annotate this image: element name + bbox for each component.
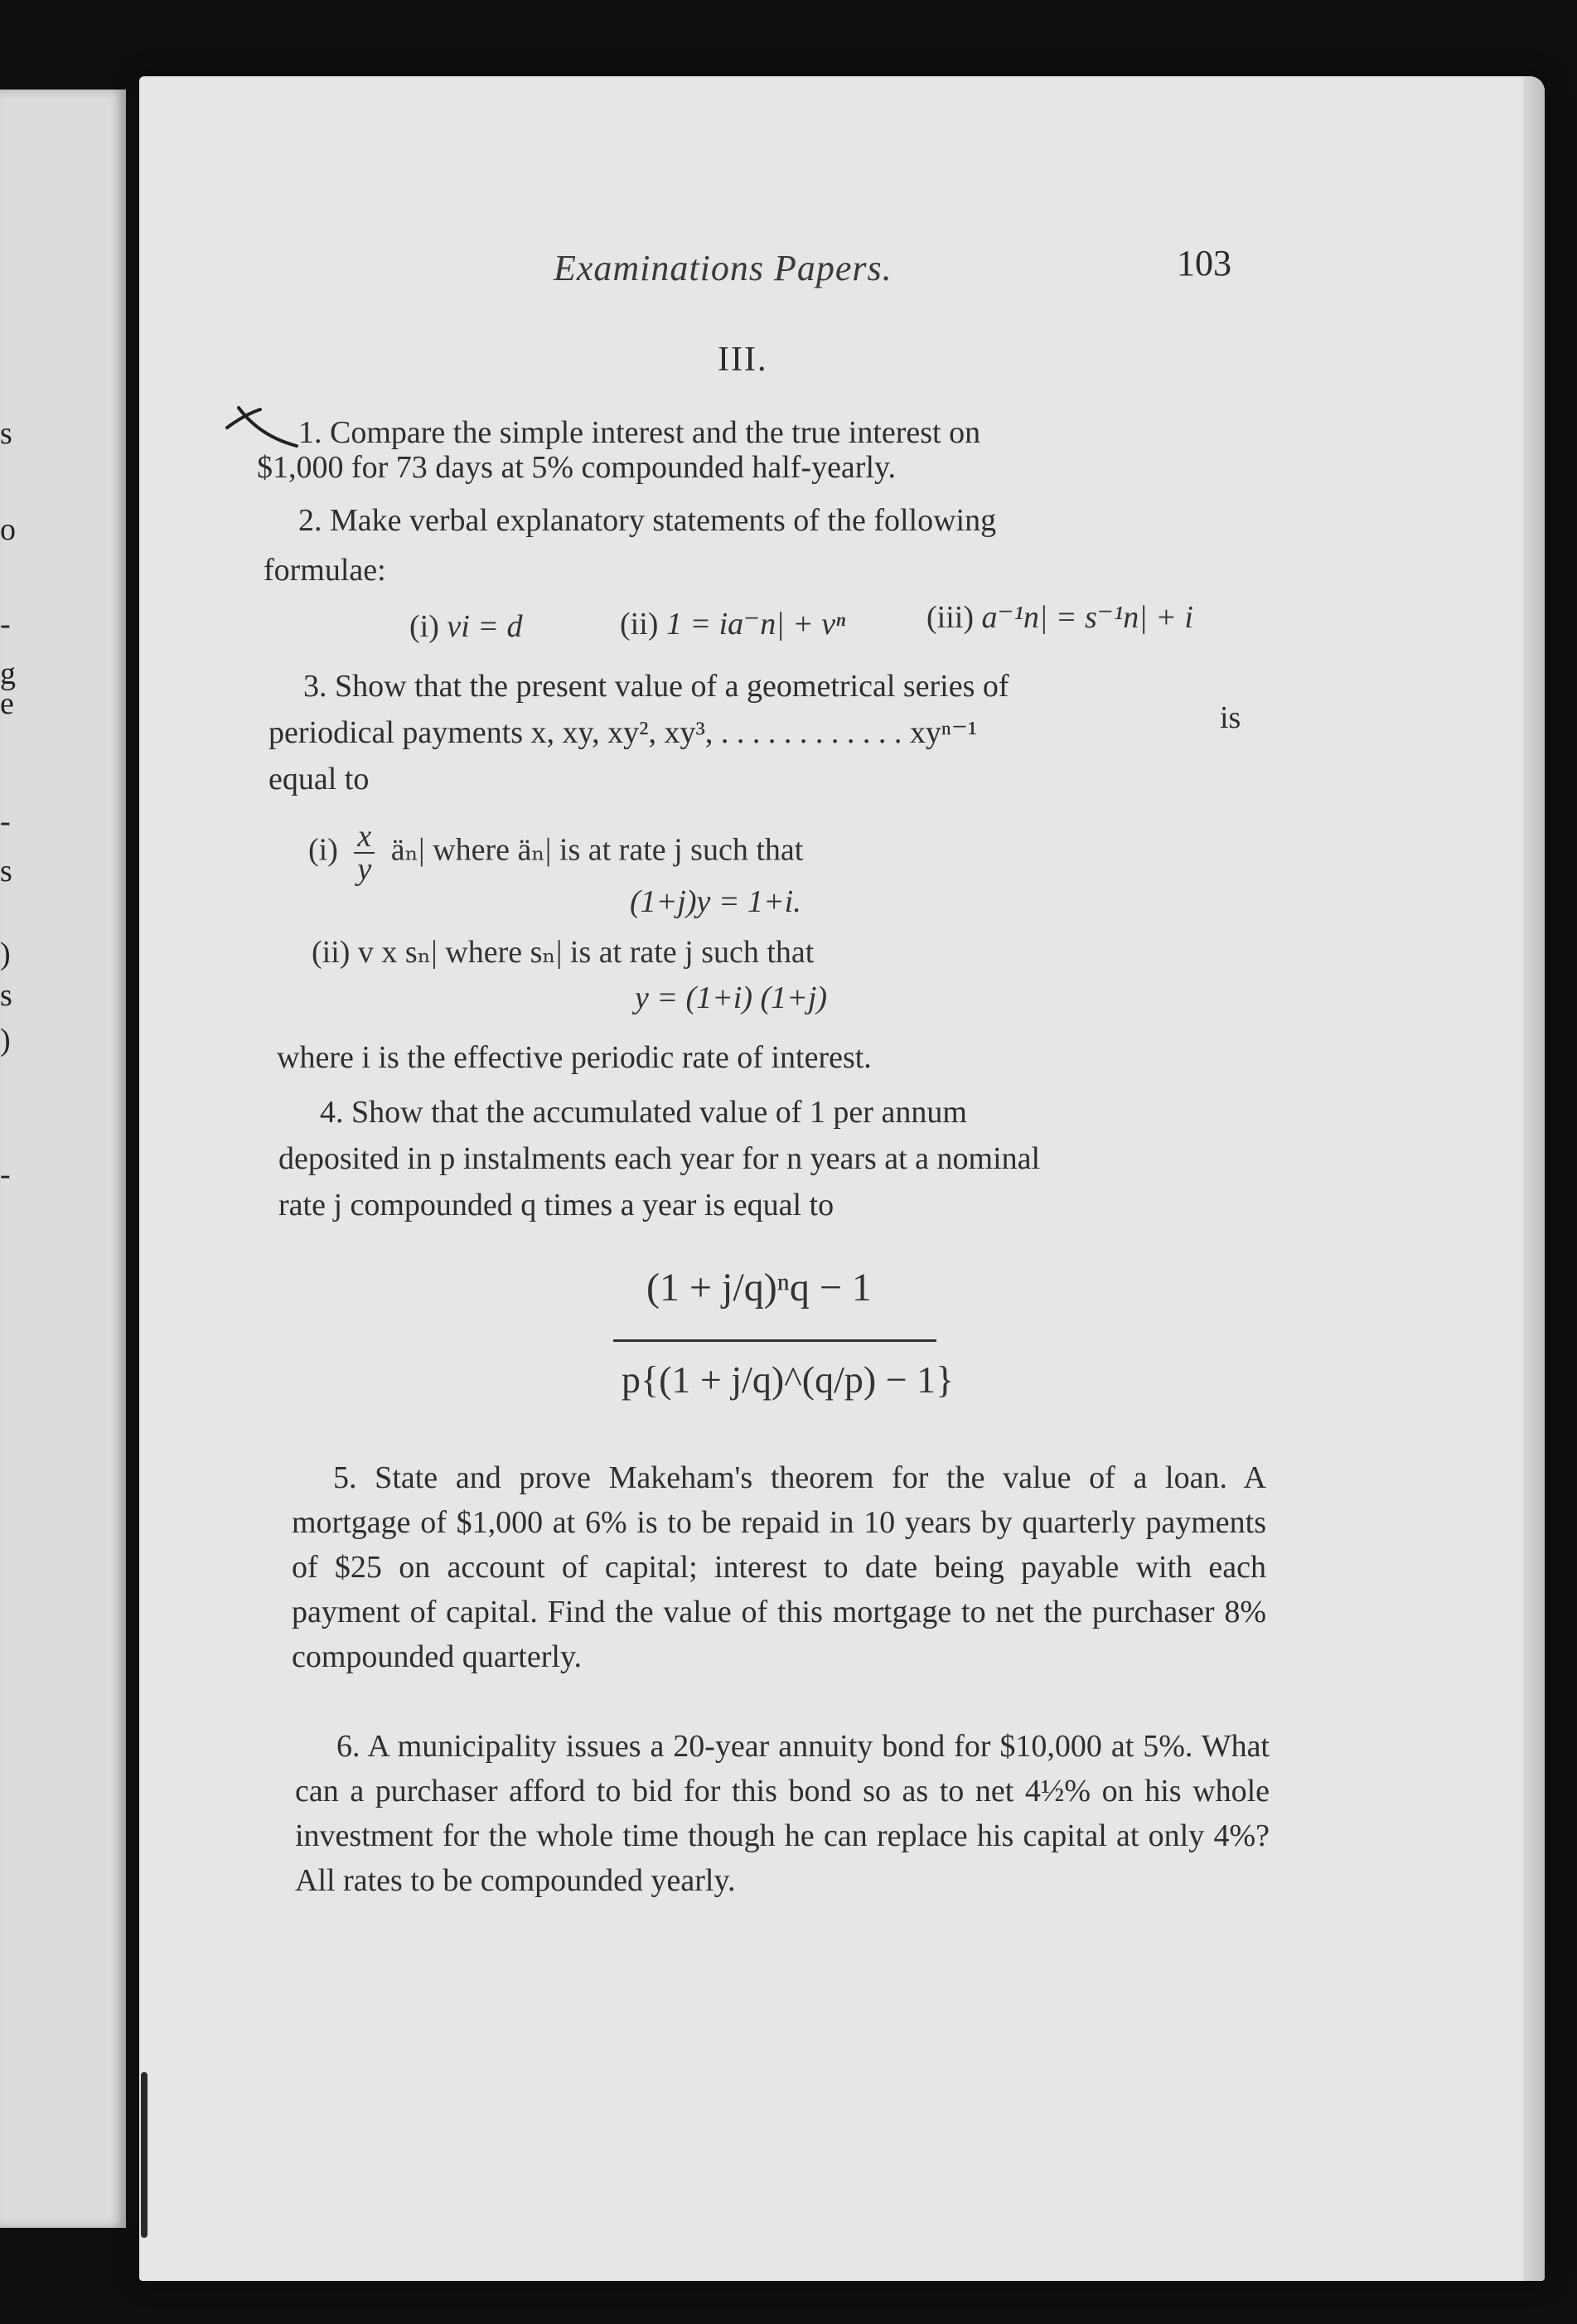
part-i-equation-text: (1+j)y = 1+i. <box>630 884 801 919</box>
page-edge <box>1523 76 1545 2281</box>
facing-page-mark: - <box>0 1157 11 1192</box>
question-3-line-1: 3. Show that the present value of a geometrical series of <box>303 669 1009 704</box>
part-i-text: äₙ| where äₙ| is at rate j such that <box>390 832 804 868</box>
part-i-fraction <box>354 821 375 885</box>
formula-i-expression: vi = d <box>447 609 523 644</box>
question-3-line-2-end: is <box>1220 700 1241 735</box>
part-ii-equation-text: y = (1+i) (1+j) <box>635 980 828 1015</box>
formula-ii-expression: 1 = ia⁻n| + vⁿ <box>665 607 846 642</box>
facing-page-mark: ) <box>0 1023 11 1058</box>
section-heading: III. <box>718 341 768 379</box>
formula-numerator: (1 + j/q)ⁿq − 1 <box>646 1266 872 1310</box>
facing-page-mark: e <box>0 686 14 721</box>
formula-iii-expression: a⁻¹n| = s⁻¹n| + i <box>981 600 1193 635</box>
question-3-line-2: periodical payments x, xy, xy², xy³, . . . . . . . . . . . . xyⁿ⁻¹ <box>268 715 978 750</box>
facing-page-mark: g <box>0 656 16 691</box>
part-i-denominator: y <box>357 852 372 887</box>
question-4-line-3: rate j compounded q times a year is equal to <box>278 1188 834 1223</box>
part-ii-text: (ii) v x sₙ| where sₙ| is at rate j such that <box>312 935 815 970</box>
page-number: 103 <box>1177 243 1231 283</box>
facing-page-mark: - <box>0 607 11 642</box>
question-3-part-i <box>308 821 803 885</box>
part-i-equation <box>630 884 801 920</box>
question-3-closing: where i is the effective periodic rate of interest. <box>277 1040 872 1075</box>
formula-iii-label: (iii) <box>926 600 974 635</box>
facing-page-mark: s <box>0 416 12 451</box>
question-5: 5. State and prove Makeham's theorem for the value of a loan. A mortgage of $1,000 at 6% is to be repaid in 10 years by quarterly payments of $25 on account of capital; interest to date being payable with each payment of capital. Find the value of this mortgage to net the purchaser 8% compounded quarterly. <box>292 1460 1266 1674</box>
question-1-line-2: $1,000 for 73 days at 5% compounded half-yearly. <box>257 450 897 485</box>
facing-page-mark: s <box>0 854 12 888</box>
part-i-label: (i) <box>308 832 338 868</box>
facing-page-marks <box>0 90 17 2228</box>
question-3-line-3: equal to <box>268 762 370 796</box>
question-3-part-ii <box>312 933 814 971</box>
formula-fraction-bar <box>613 1339 936 1342</box>
facing-page-edge <box>0 90 126 2228</box>
question-2-line-1: 2. Make verbal explanatory statements of the following <box>298 503 997 538</box>
question-4-line-2: deposited in p instalments each year for n years at a nominal <box>278 1141 1041 1176</box>
facing-page-mark: ) <box>0 937 11 971</box>
question-1-line-1: 1. Compare the simple interest and the true interest on <box>298 415 981 450</box>
facing-page-mark: o <box>0 512 16 547</box>
facing-page-mark: s <box>0 978 12 1013</box>
formula-denominator: p{(1 + j/q)^(q/p) − 1} <box>622 1358 955 1401</box>
formula-iii <box>926 598 1193 636</box>
question-2-line-2: formulae: <box>264 553 386 588</box>
formula-ii-label: (ii) <box>620 607 659 642</box>
facing-page-mark: - <box>0 804 11 839</box>
running-head: Examinations Papers. <box>554 248 893 288</box>
formula-i <box>409 608 522 645</box>
part-ii-equation <box>635 980 827 1016</box>
spine-shadow <box>141 2072 148 2238</box>
formula-i-label: (i) <box>409 609 439 644</box>
part-i-numerator: x <box>354 821 375 854</box>
question-6: 6. A municipality issues a 20-year annuity bond for $10,000 at 5%. What can a purchaser afford to bid for this bond so as to net 4½% on his whole investment for the whole time though he can replace his capital at only 4%? All rates to be compounded yearly. <box>295 1729 1270 1898</box>
formula-ii <box>620 605 845 642</box>
question-4-line-1: 4. Show that the accumulated value of 1 per annum <box>320 1095 967 1130</box>
